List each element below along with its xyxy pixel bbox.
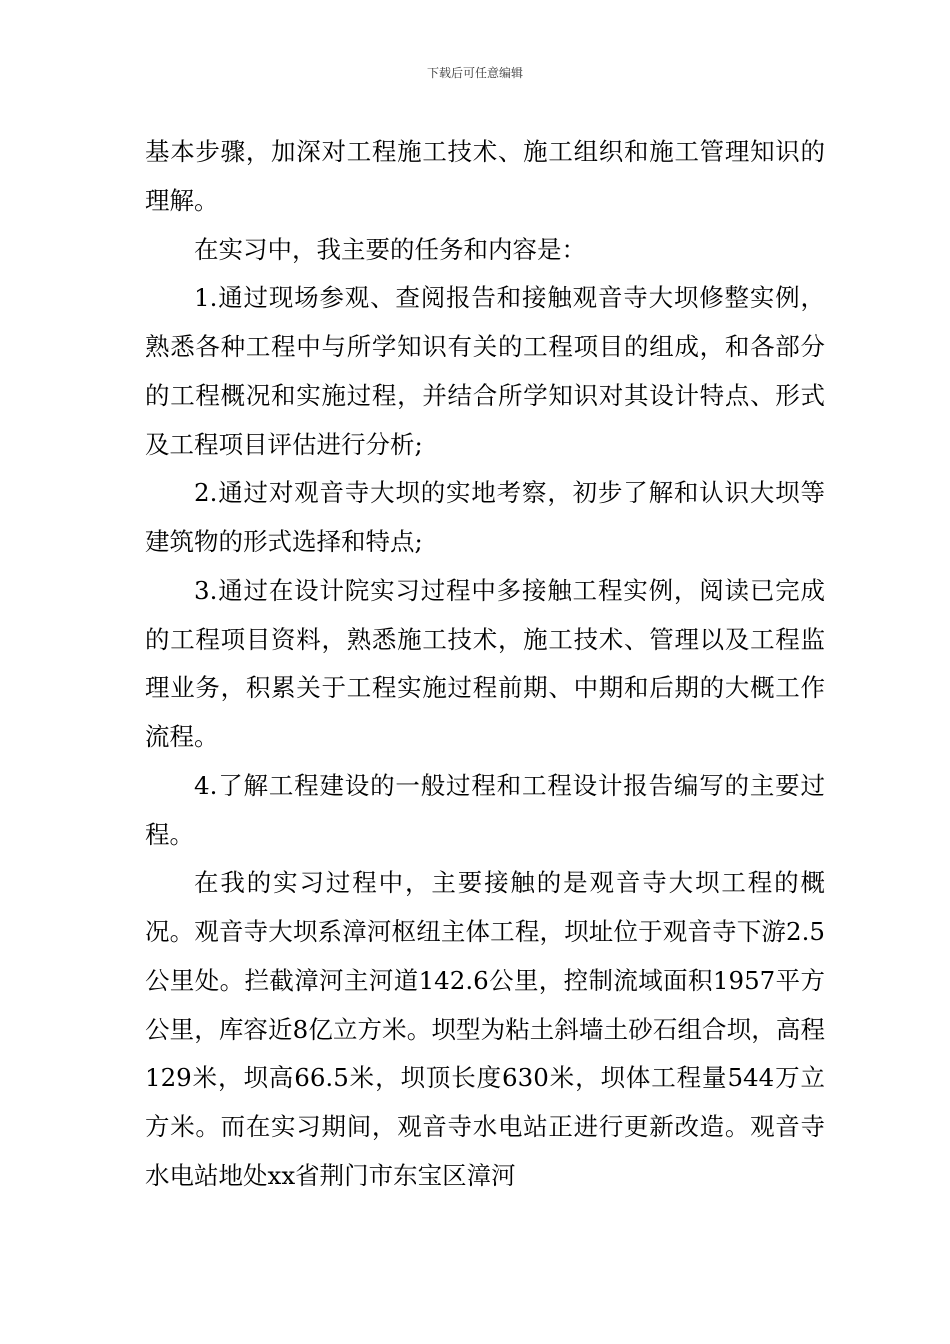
paragraph-item-3: 3.通过在设计院实习过程中多接触工程实例，阅读已完成的工程项目资料，熟悉施工技术，施工技术、管理以及工程监理业务，积累关于工程实施过程前期、中期和后期的大概工作流程。 [145,575,825,751]
document-body [145,128,825,1201]
page-header: 下载后可任意编辑 [426,66,523,80]
paragraph-item-1: 1.通过现场参观、查阅报告和接触观音寺大坝修整实例，熟悉各种工程中与所学知识有关的工程项目的组成，和各部分的工程概况和实施过程，并结合所学知识对其设计特点、形式及工程项目评估进行分析; [145,283,825,459]
paragraph-tasks-intro: 在实习中，我主要的任务和内容是： [194,234,586,264]
paragraph-dam-overview: 在我的实习过程中，主要接触的是观音寺大坝工程的概况。观音寺大坝系漳河枢纽主体工程，坝址位于观音寺下游2.5公里处。拦截漳河主河道142.6公里，控制流域面积1957平方公里，库容近8亿立方米。坝型为粘土斜墙土砂石组合坝，高程129米，坝高66.5米，坝顶长度630米，坝体工程量544万立方米。而在实习期间，观音寺水电站正进行更新改造。观音寺水电站地处xx省荆门市东宝区漳河 [145,868,825,1190]
paragraph-item-4: 4.了解工程建设的一般过程和工程设计报告编写的主要过程。 [145,770,825,849]
paragraph-item-2: 2.通过对观音寺大坝的实地考察，初步了解和认识大坝等建筑物的形式选择和特点; [145,478,825,556]
paragraph-continuation: 基本步骤，加深对工程施工技术、施工组织和施工管理知识的理解。 [145,137,825,215]
